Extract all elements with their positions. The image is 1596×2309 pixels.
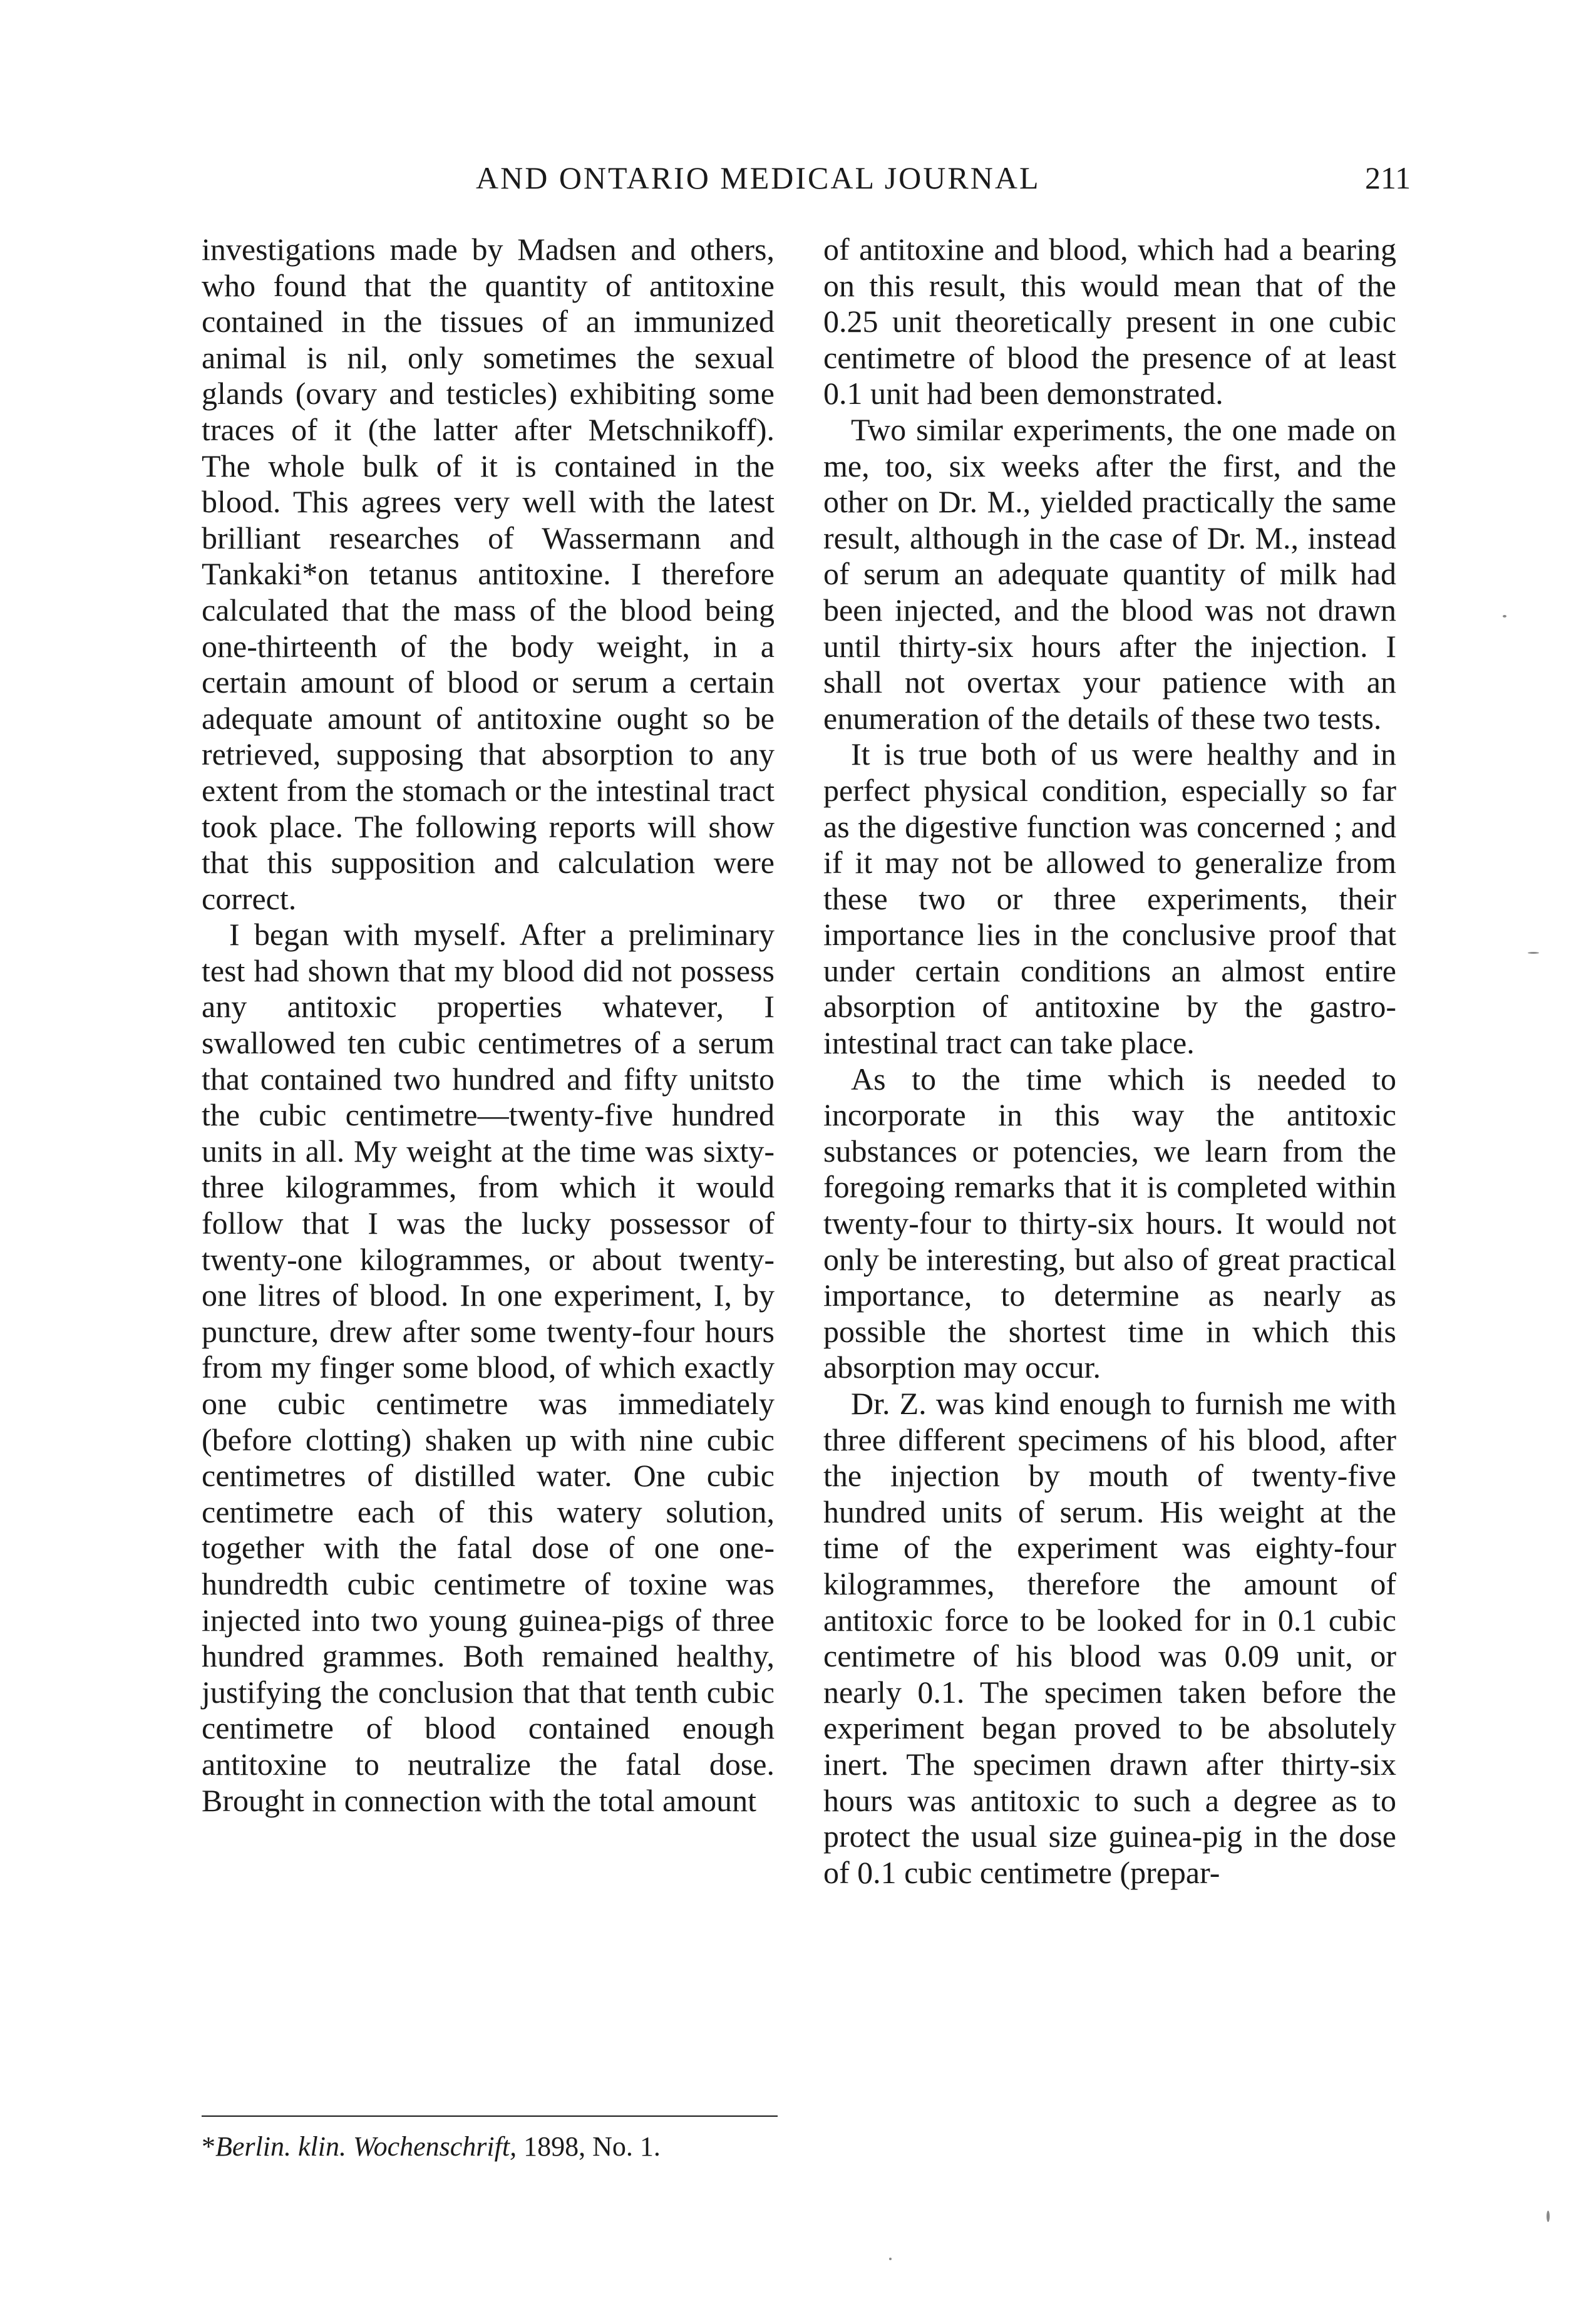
scan-speck	[1547, 2211, 1550, 2222]
footnote	[202, 2129, 803, 2164]
paragraph: of antitoxine and blood, which had a bearing on this result, this would mean that of the 0.25 unit theoretically present in one cubic centimetre of blood the presence of at least 0.1 unit had been demonstrated.	[823, 232, 1396, 411]
paragraph: I began with myself. After a preliminary test had shown that my blood did not possess any antitoxic properties whatever, I swallowed ten cubic centimetres of a serum that contained two hundred and fifty unitsto the cubic centimetre—twenty-five hundred units in all. My weight at the time was sixty-three kilogrammes, from which it would follow that I was the lucky possessor of twenty-one kilogrammes, or about twenty-one litres of blood. In one experiment, I, by puncture, drew after some twenty-four hours from my finger some blood, of which exactly one cubic centimetre was immediately (before clotting) shaken up with nine cubic centimetres of distilled water. One cubic centimetre each of this watery solution, together with the fatal dose of one one-hundredth cubic centimetre of toxine was injected into two young guinea-pigs of three hundred grammes. Both remained healthy, justifying the conclusion that that tenth cubic centimetre of blood contained enough antitoxine to neutralize the fatal dose. Brought in connection with the total amount	[202, 917, 775, 1818]
footnote-divider	[202, 2115, 778, 2117]
scan-speck	[1503, 615, 1506, 617]
paragraph: investigations made by Madsen and others, who found that the quantity of antitoxine contained in the tissues of an immunized animal is nil, only sometimes the sexual glands (ovary and testicles) exhibiting some traces of it (the latter after Metschnikoff). The whole bulk of it is contained in the blood. This agrees very well with the latest brilliant researches of Wassermann and Tankaki*on tetanus antitoxine. I therefore calculated that the mass of the blood being one-thirteenth of the body weight, in a certain amount of blood or serum a certain adequate amount of antitoxine ought so be retrieved, supposing that absorption to any extent from the stomach or the intestinal tract took place. The following reports will show that this supposition and calculation were correct.	[202, 232, 775, 916]
right-column	[823, 232, 1396, 1891]
paragraph: Dr. Z. was kind enough to furnish me with three different specimens of his blood, after the injection by mouth of twenty-five hundred units of serum. His weight at the time of the experiment was eighty-four kilogrammes, therefore the amount of antitoxic force to be looked for in 0.1 cubic centimetre of his blood was 0.09 unit, or nearly 0.1. The specimen taken before the experiment began proved to be absolutely inert. The specimen drawn after thirty-six hours was antitoxic to such a degree as to protect the usual size guinea-pig in the dose of 0.1 cubic centimetre (prepar-	[823, 1386, 1396, 1890]
footnote-source: Berlin. klin. Wochenschrift,	[215, 2131, 517, 2162]
scan-speck	[1528, 952, 1539, 954]
paragraph: It is true both of us were healthy and in perfect physical condition, especially so far as the digestive function was concerned ; and if it may not be allowed to generalize from these two or three experiments, their importance lies in the conclusive proof that under certain conditions an almost entire absorption of antitoxine by the gastro-intestinal tract can take place.	[823, 736, 1396, 1061]
footnote-citation: 1898, No. 1.	[517, 2131, 661, 2162]
scan-speck	[889, 2258, 892, 2260]
footnote-marker: *	[202, 2131, 215, 2162]
running-title: AND ONTARIO MEDICAL JOURNAL	[476, 160, 1041, 195]
page-number: 211	[1365, 160, 1411, 195]
paragraph: Two similar experiments, the one made on me, too, six weeks after the first, and the other on Dr. M., yielded practically the same result, although in the case of Dr. M., instead of serum an adequate quantity of milk had been injected, and the blood was not drawn until thirty-six hours after the injection. I shall not overtax your patience with an enumeration of the details of these two tests.	[823, 411, 1396, 736]
paragraph: As to the time which is needed to incorporate in this way the antitoxic substances or potencies, we learn from the foregoing remarks that it is completed within twenty-four to thirty-six hours. It would not only be interesting, but also of great practical importance, to determine as nearly as possible the shortest time in which this absorption may occur.	[823, 1061, 1396, 1385]
left-column	[202, 232, 775, 1819]
